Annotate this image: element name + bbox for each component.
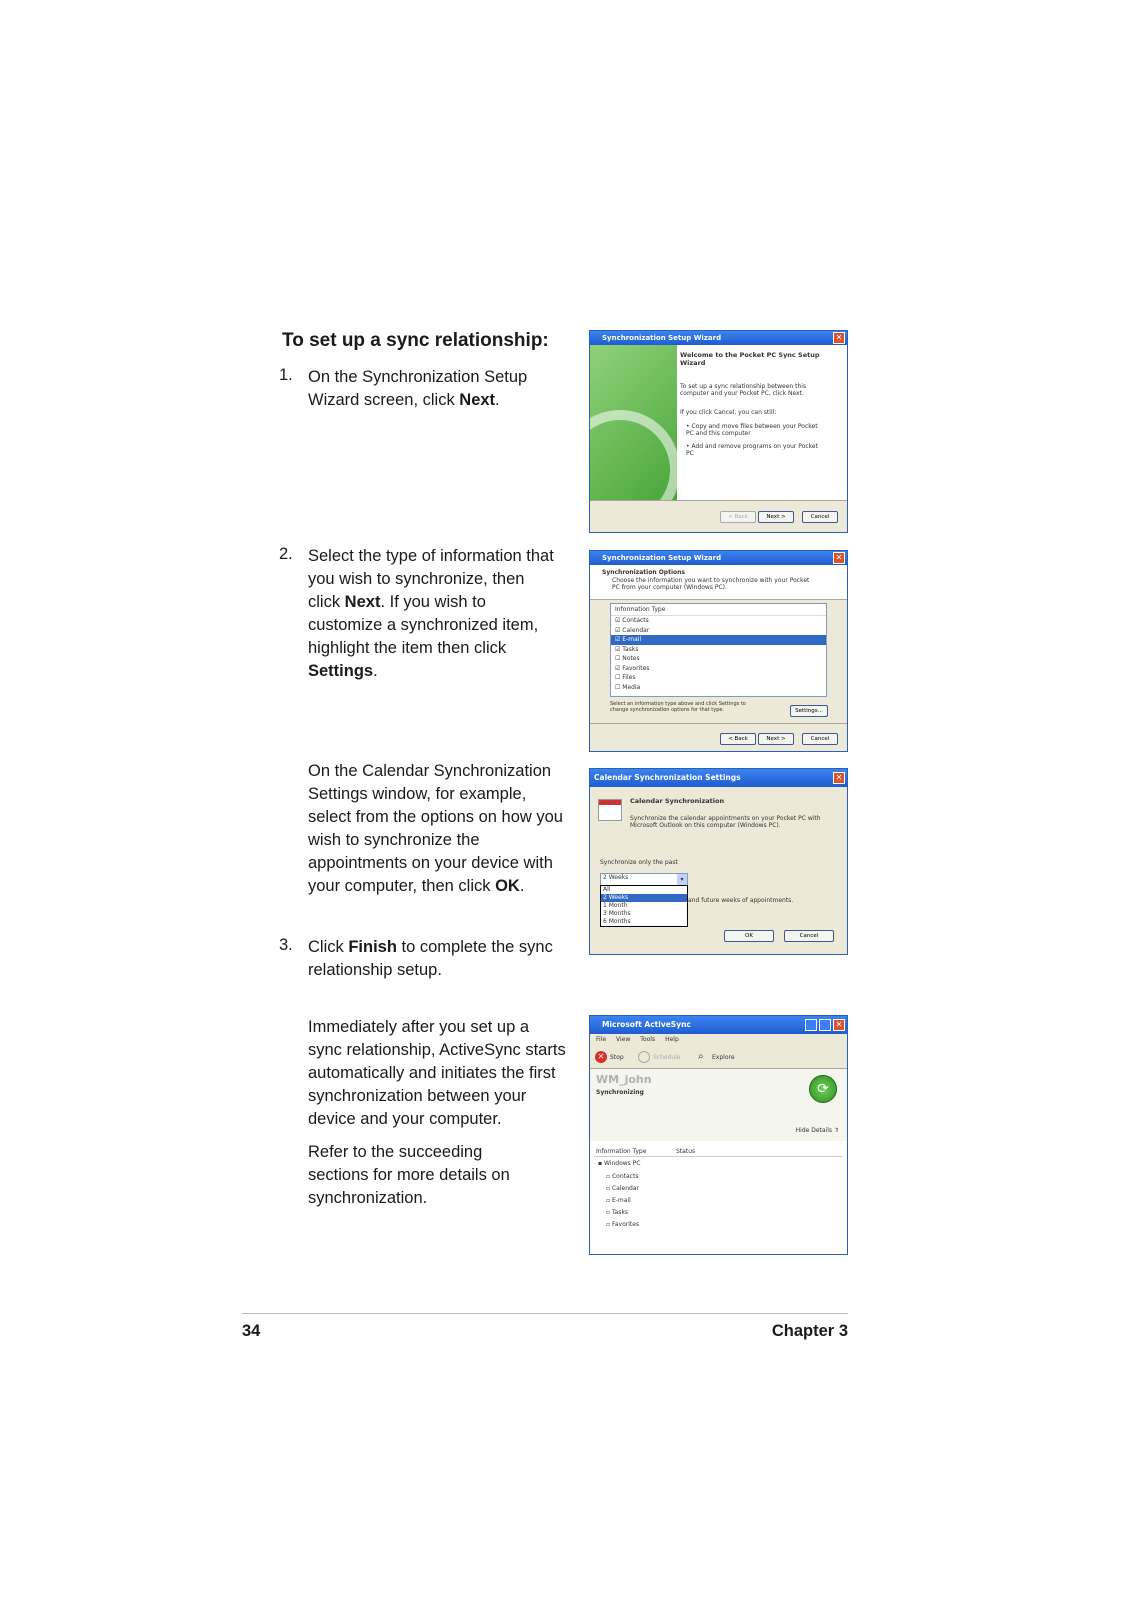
sync-suffix: and future weeks of appointments. xyxy=(688,897,794,904)
calendar-note: On the Calendar Synchronization Settings window, for example, select from the options on how you wish to synchronize the appointments on your device with your computer, then click OK. xyxy=(308,762,563,895)
info-type-item[interactable] xyxy=(611,673,826,683)
back-button[interactable]: < Back xyxy=(720,733,756,745)
ok-button[interactable]: OK xyxy=(724,930,774,942)
options-hint: Select an information type above and click Settings to change synchronization options for that type. xyxy=(610,701,746,713)
weeks-option[interactable]: All xyxy=(603,886,611,893)
sync-options-screenshot xyxy=(589,550,848,752)
sync-status: Synchronizing xyxy=(596,1089,644,1096)
cancel-button[interactable]: Cancel xyxy=(802,733,838,745)
info-type-item[interactable] xyxy=(611,654,826,664)
sync-icon: ⟳ xyxy=(809,1075,837,1103)
title-bar xyxy=(590,1016,847,1034)
wizard-banner xyxy=(590,345,677,500)
tree-root: ▪ Windows PC xyxy=(598,1160,641,1167)
weeks-option[interactable]: 3 Months xyxy=(603,910,631,917)
sync-item: ▫ Favorites xyxy=(606,1221,640,1228)
menu-item-help[interactable]: Help xyxy=(665,1036,679,1043)
item-label: Tasks xyxy=(622,645,639,653)
menu-item-tools[interactable]: Tools xyxy=(640,1036,656,1043)
window-title: Calendar Synchronization Settings xyxy=(594,773,741,782)
step-number: 3. xyxy=(279,936,293,954)
device-name: WM_john xyxy=(596,1073,652,1086)
back-button[interactable]: < Back xyxy=(720,511,756,523)
explore-icon[interactable]: ⌕ xyxy=(698,1051,704,1062)
close-icon[interactable]: ✕ xyxy=(833,332,845,344)
checkbox-icon[interactable]: ☑ xyxy=(615,636,623,643)
item-label: Files xyxy=(622,674,636,681)
title-bar xyxy=(590,551,847,565)
step-text: Click Finish to complete the sync relationship setup. xyxy=(308,938,553,979)
sync-item: ▫ Contacts xyxy=(606,1173,639,1180)
menu-item-view[interactable]: View xyxy=(616,1036,631,1043)
close-icon[interactable]: ✕ xyxy=(833,552,845,564)
stop-icon[interactable]: ✕ xyxy=(595,1051,607,1063)
menu-item-file[interactable]: File xyxy=(596,1036,607,1043)
stop-button[interactable]: Stop xyxy=(610,1054,624,1061)
info-type-item[interactable] xyxy=(611,616,826,626)
toolbar xyxy=(590,1046,847,1069)
calendar-icon xyxy=(598,799,622,821)
page-number: 34 xyxy=(242,1322,261,1340)
footer-divider xyxy=(242,1313,848,1314)
weeks-option[interactable]: 1 Month xyxy=(603,902,628,909)
info-type-item[interactable] xyxy=(611,626,826,636)
info-type-item[interactable] xyxy=(611,664,826,674)
close-icon[interactable]: ✕ xyxy=(833,772,845,784)
chevron-up-icon: ⇑ xyxy=(833,1127,839,1134)
next-button[interactable]: Next > xyxy=(758,511,794,523)
menu-bar xyxy=(590,1034,847,1046)
checkbox-icon[interactable]: ☑ xyxy=(615,617,623,624)
checkbox-icon[interactable]: ☐ xyxy=(615,683,623,691)
step-number: 2. xyxy=(279,545,293,563)
title-bar xyxy=(590,331,847,345)
sync-past-label: Synchronize only the past xyxy=(600,859,678,866)
item-label: Calendar xyxy=(622,626,650,634)
section-heading: To set up a sync relationship: xyxy=(282,330,549,351)
step-text: On the Synchronization Setup Wizard screen, click Next. xyxy=(308,368,528,409)
weeks-dropdown[interactable]: 2 Weeks ▾ xyxy=(600,873,688,886)
item-label: Favorites xyxy=(622,664,650,672)
info-type-item[interactable] xyxy=(611,635,826,645)
wizard-bullet: • Add and remove programs on your Pocket PC xyxy=(686,443,818,457)
chevron-down-icon: ▾ xyxy=(677,874,687,885)
explore-button[interactable]: Explore xyxy=(712,1054,735,1061)
checkbox-icon[interactable]: ☑ xyxy=(615,626,623,634)
title-bar xyxy=(590,769,847,787)
minimize-icon[interactable] xyxy=(805,1019,817,1031)
window-title: Synchronization Setup Wizard xyxy=(602,554,722,562)
window-title: Synchronization Setup Wizard xyxy=(602,334,722,342)
checkbox-icon[interactable]: ☑ xyxy=(615,664,623,672)
wizard-welcome-screenshot xyxy=(589,330,848,533)
weeks-options-list[interactable] xyxy=(600,885,688,927)
sync-item: ▫ E-mail xyxy=(606,1197,631,1204)
step-number: 1. xyxy=(279,366,293,384)
calendar-settings-screenshot xyxy=(589,768,848,955)
info-type-item[interactable] xyxy=(611,683,826,693)
window-title: Microsoft ActiveSync xyxy=(602,1020,691,1029)
item-label: E-mail xyxy=(622,636,642,643)
wizard-welcome: Welcome to the Pocket PC Sync Setup Wizard xyxy=(680,351,820,367)
cancel-button[interactable]: Cancel xyxy=(802,511,838,523)
column-info-type: Information Type xyxy=(596,1148,647,1155)
wizard-body: To set up a sync relationship between this computer and your Pocket PC, click Next. xyxy=(680,383,807,397)
options-desc: Choose the information you want to synchronize with your Pocket PC from your computer (Windows PC). xyxy=(612,577,810,591)
options-subtitle: Synchronization Options xyxy=(602,569,685,576)
next-button[interactable]: Next > xyxy=(758,733,794,745)
calendar-subtitle: Calendar Synchronization xyxy=(630,797,725,805)
weeks-option[interactable]: 6 Months xyxy=(603,918,631,925)
wizard-body2: If you click Cancel, you can still: xyxy=(680,409,777,416)
checkbox-icon[interactable]: ☐ xyxy=(615,674,623,681)
column-status: Status xyxy=(676,1148,696,1155)
activesync-screenshot xyxy=(589,1015,848,1255)
wizard-bullet: • Copy and move files between your Pocket PC and this computer xyxy=(686,423,818,437)
item-label: Contacts xyxy=(622,617,649,624)
info-type-list xyxy=(610,603,827,697)
schedule-icon xyxy=(638,1051,650,1063)
hide-details-button[interactable]: Hide Details ⇑ xyxy=(795,1127,839,1134)
sync-item: ▫ Calendar xyxy=(606,1185,639,1192)
item-label: Notes xyxy=(622,655,640,662)
refer-note: Refer to the succeeding sections for more details on synchronization. xyxy=(308,1143,510,1207)
calendar-desc: Synchronize the calendar appointments on your Pocket PC with Microsoft Outlook on this computer (Windows PC). xyxy=(630,815,821,829)
weeks-option[interactable]: 2 Weeks xyxy=(601,894,687,902)
checkbox-icon[interactable]: ☐ xyxy=(615,655,623,662)
item-label: Media xyxy=(622,683,641,691)
cancel-button[interactable]: Cancel xyxy=(784,930,834,942)
sync-item: ▫ Tasks xyxy=(606,1209,629,1216)
schedule-button[interactable]: Schedule xyxy=(653,1054,681,1061)
activesync-note: Immediately after you set up a sync relationship, ActiveSync starts automatically and initiates the first synchronization between your device and your computer. xyxy=(308,1018,566,1128)
checkbox-icon[interactable]: ☑ xyxy=(615,645,623,653)
settings-button[interactable]: Settings... xyxy=(790,705,828,717)
list-header: Information Type xyxy=(611,604,826,616)
step-text: Select the type of information that you wish to synchronize, then click Next. If you wish to customize a synchronized item, highlight the item then click Settings. xyxy=(308,547,554,680)
maximize-icon[interactable] xyxy=(819,1019,831,1031)
close-icon[interactable]: ✕ xyxy=(833,1019,845,1031)
info-type-item[interactable] xyxy=(611,645,826,655)
chapter-label: Chapter 3 xyxy=(771,1322,848,1340)
